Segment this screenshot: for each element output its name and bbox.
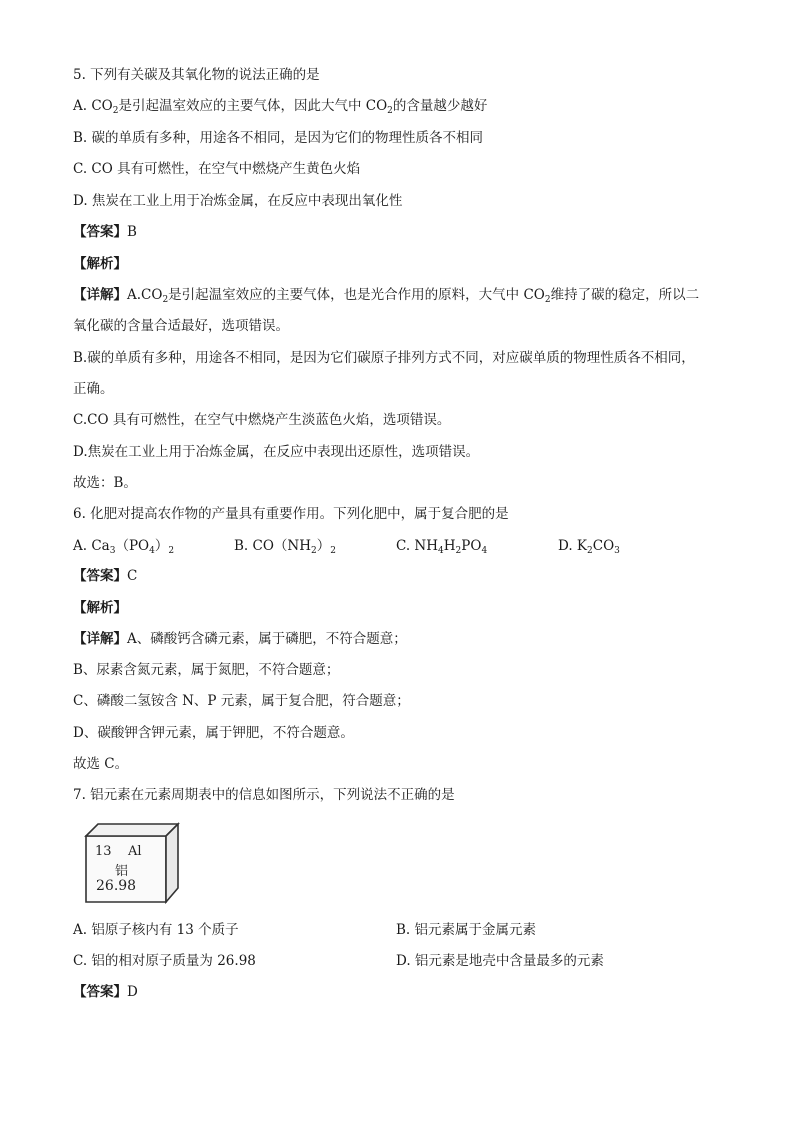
q5-option-a: A. $CO_2$是引起温室效应的主要气体，因此大气中 $CO_2$的含量越少越好 xyxy=(73,98,488,116)
q5-choose: 故选：B。 xyxy=(73,475,137,491)
q6-detail-a: 【详解】A、磷酸钙含磷元素，属于磷肥，不符合题意； xyxy=(73,631,407,647)
q5-detail-c: C.CO 具有可燃性，在空气中燃烧产生淡蓝色火焰，选项错误。 xyxy=(73,412,451,428)
q5-option-d: D. 焦炭在工业上用于冶炼金属，在反应中表现出氧化性 xyxy=(73,193,403,209)
q5-answer: 【答案】B xyxy=(73,224,137,240)
q5-detail-d: D.焦炭在工业上用于冶炼金属，在反应中表现出还原性，选项错误。 xyxy=(73,444,480,460)
q6-option-a: A. $Ca_3(PO_4)_2$ xyxy=(73,538,175,556)
cell-atomic-number: 13 xyxy=(95,844,112,859)
q5-option-c: C. CO 具有可燃性，在空气中燃烧产生黄色火焰 xyxy=(73,161,361,177)
q6-detail-d: D、碳酸钾含钾元素，属于钾肥，不符合题意。 xyxy=(73,725,354,741)
q5-stem: 5. 下列有关碳及其氧化物的说法正确的是 xyxy=(73,67,320,83)
q7-stem: 7. 铝元素在元素周期表中的信息如图所示，下列说法不正确的是 xyxy=(73,787,455,803)
cell-atomic-mass: 26.98 xyxy=(96,878,137,894)
q6-option-c: C. $NH_4H_2PO_4$ xyxy=(396,538,488,556)
q6-stem: 6. 化肥对提高农作物的产量具有重要作用。下列化肥中，属于复合肥的是 xyxy=(73,506,509,522)
q7-answer: 【答案】D xyxy=(73,984,138,1000)
q6-choose: 故选 C。 xyxy=(73,756,129,772)
cell-element-name: 铝 xyxy=(115,864,129,879)
q5-analysis-label: 【解析】 xyxy=(73,256,127,272)
q5-option-b: B. 碳的单质有多种，用途各不相同，是因为它们的物理性质各不相同 xyxy=(73,130,484,146)
q6-detail-b: B、尿素含氮元素，属于氮肥，不符合题意； xyxy=(73,662,340,678)
q6-answer: 【答案】C xyxy=(73,568,138,584)
cell-symbol: Al xyxy=(128,844,142,859)
q6-option-d: D. $K_2CO_3$ xyxy=(558,538,620,556)
q6-analysis-label: 【解析】 xyxy=(73,600,127,616)
q7-option-c: C. 铝的相对原子质量为 26.98 xyxy=(73,953,256,969)
aluminum-periodic-cell xyxy=(82,822,182,904)
q5-detail-a-cont: 氧化碳的含量合适最好，选项错误。 xyxy=(73,318,289,334)
q7-option-d: D. 铝元素是地壳中含量最多的元素 xyxy=(396,953,604,969)
q7-option-a: A. 铝原子核内有 13 个质子 xyxy=(73,922,239,938)
q5-detail-b: B.碳的单质有多种，用途各不相同，是因为它们碳原子排列方式不同，对应碳单质的物理性质各不相同， xyxy=(73,350,695,366)
q7-option-b: B. 铝元素属于金属元素 xyxy=(396,922,537,938)
q5-detail-b-cont: 正确。 xyxy=(73,381,114,397)
q6-detail-c: C、磷酸二氢铵含 N、P 元素，属于复合肥，符合题意； xyxy=(73,693,410,709)
q5-detail-a: 【详解】$A.CO_2$是引起温室效应的主要气体，也是光合作用的原料，大气中 $CO_2$维持了碳的稳定，所以二 xyxy=(73,287,700,305)
q6-option-b: B. $CO(NH_2)_2$ xyxy=(234,538,336,556)
